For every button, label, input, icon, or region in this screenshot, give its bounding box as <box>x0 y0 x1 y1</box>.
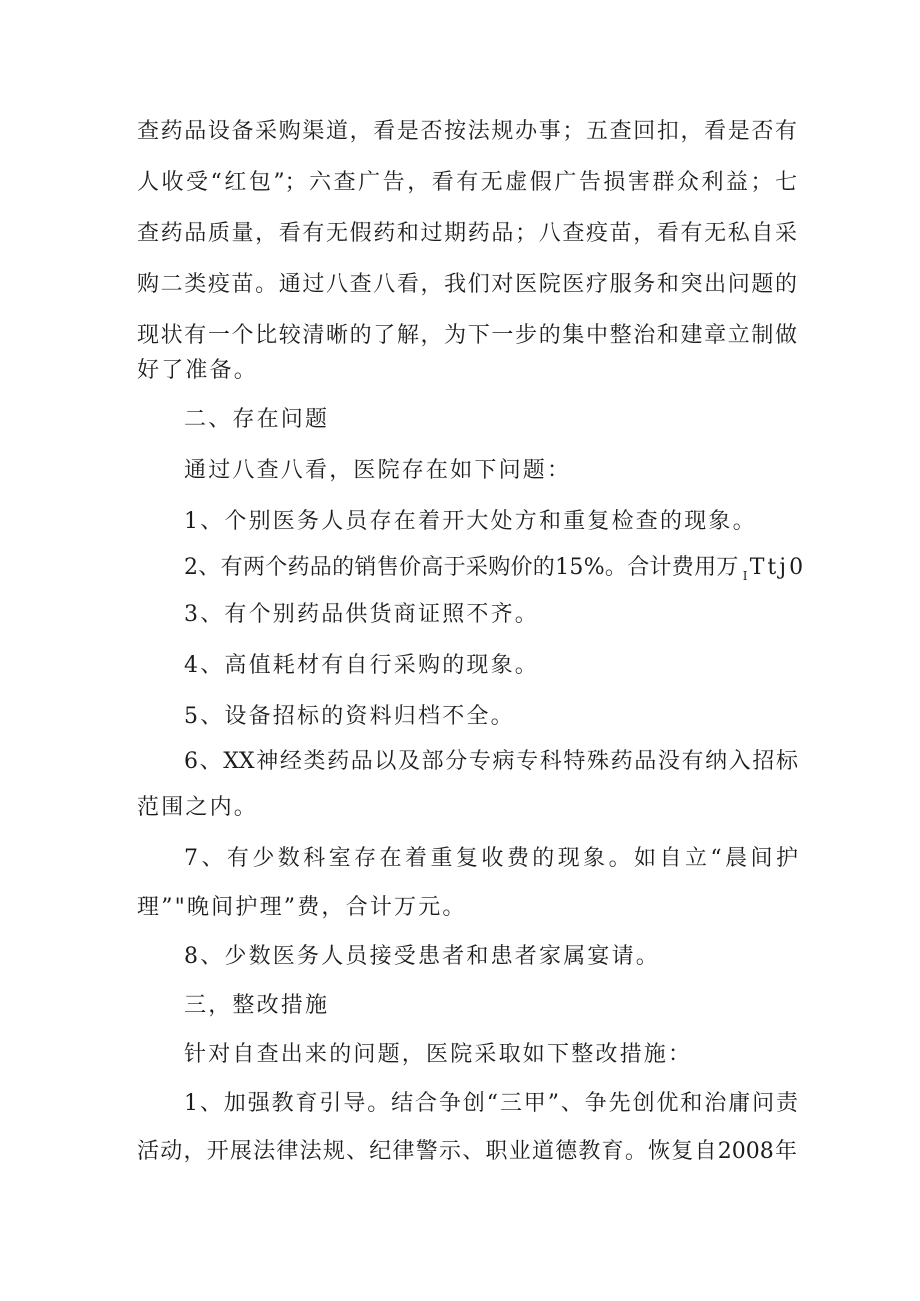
problem-item-2 <box>184 553 807 591</box>
section-heading-problems: 二、存在问题 <box>184 407 330 432</box>
ocr-artifact-sub: I <box>742 569 748 583</box>
problem-item-1: 1、个别医务人员存在着开大处方和重复检查的现象。 <box>184 509 757 534</box>
paragraph-line-1: 查药品设备采购渠道，看是否按法规办事；五查回扣，看是否有 <box>137 119 797 144</box>
problem-item-7-cont: 理”"晚间护理”费，合计万元。 <box>137 895 467 920</box>
problem-item-8: 8、少数医务人员接受患者和患者家属宴请。 <box>184 944 660 969</box>
problem-item-4: 4、高值耗材有自行采购的现象。 <box>184 653 539 678</box>
problems-intro: 通过八查八看，医院存在如下问题： <box>184 458 572 483</box>
ocr-artifact-tail: Ttj0 <box>749 555 807 580</box>
problem-item-7: 7、有少数科室存在着重复收费的现象。如自立“晨间护 <box>184 846 798 871</box>
paragraph-line-6: 好了准备。 <box>137 358 259 383</box>
paragraph-line-5: 现状有一个比较清晰的了解，为下一步的集中整治和建章立制做 <box>137 323 797 348</box>
measure-item-1-cont: 活动，开展法律法规、纪律警示、职业道德教育。恢复自2008年 <box>137 1139 797 1164</box>
section-heading-measures: 三，整改措施 <box>184 993 330 1018</box>
problem-item-6: 6、XX神经类药品以及部分专病专科特殊药品没有纳入招标 <box>184 749 798 774</box>
problem-item-3: 3、有个别药品供货商证照不齐。 <box>184 602 539 627</box>
paragraph-line-2: 人收受“红包”；六查广告，看有无虚假广告损害群众利益；七 <box>137 170 797 195</box>
paragraph-line-3: 查药品质量，看有无假药和过期药品；八查疫苗，看有无私自采 <box>137 221 797 246</box>
measures-intro: 针对自查出来的问题，医院采取如下整改措施： <box>184 1042 693 1067</box>
paragraph-line-4: 购二类疫苗。通过八查八看，我们对医院医疗服务和突出问题的 <box>137 272 797 297</box>
problem-item-5: 5、设备招标的资料归档不全。 <box>184 704 515 729</box>
problem-item-6-cont: 范围之内。 <box>137 795 259 820</box>
problem-item-2-text: 2、有两个药品的销售价高于采购价的15%。合计费用万 <box>184 555 739 580</box>
measure-item-1: 1、加强教育引导。结合争创“三甲”、争先创优和治庸问责 <box>184 1091 798 1116</box>
